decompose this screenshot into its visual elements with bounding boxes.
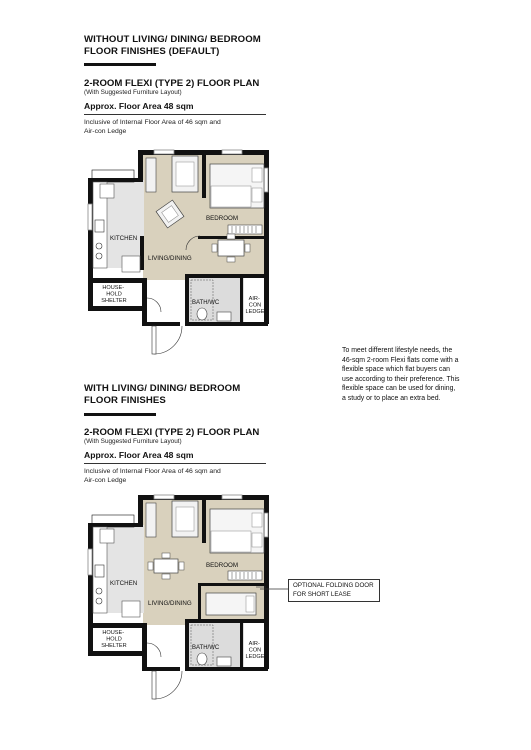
- fridge-icon: [122, 601, 140, 617]
- shelter-label: HOUSE- HOLD SHELTER: [101, 285, 127, 304]
- aircon-ledge-label: AIR- CON LEDGE: [245, 296, 265, 315]
- plan-1-subtitle: (With Suggested Furniture Layout): [84, 89, 182, 96]
- label-line: CON: [248, 302, 262, 309]
- plan-2-inclusive-note: Inclusive of Internal Floor Area of 46 sqm and Air-con Ledge: [84, 468, 221, 484]
- shelter-label: HOUSE- HOLD SHELTER: [101, 630, 127, 649]
- aircon-ledge-label: AIR- CON LEDGE: [245, 641, 265, 660]
- label-line: SHELTER: [101, 642, 127, 649]
- section-2-heading: WITH LIVING/ DINING/ BEDROOM FLOOR FINISHES: [84, 383, 241, 406]
- bath-wc-label: BATH/WC: [192, 300, 220, 306]
- floor-plan-1: [80, 148, 275, 358]
- bedroom-label: BEDROOM: [206, 562, 238, 569]
- label-line: CON: [248, 647, 262, 654]
- tv-console-icon: [146, 503, 156, 537]
- basin-icon: [217, 657, 231, 666]
- bedroom-label: BEDROOM: [206, 215, 238, 222]
- washer-icon: [100, 529, 114, 543]
- fridge-icon: [122, 256, 140, 272]
- section-1-heading-rule: [84, 63, 156, 66]
- floor-plan-2: [80, 493, 275, 703]
- sink-icon: [95, 565, 104, 577]
- label-line: HOLD: [106, 636, 122, 643]
- main-door-icon: [152, 326, 156, 354]
- plan-1-area: Approx. Floor Area 48 sqm: [84, 101, 194, 111]
- wardrobe-icon: [228, 571, 262, 580]
- main-door-icon: [152, 671, 156, 699]
- washer-icon: [100, 184, 114, 198]
- plan-1-title: 2-ROOM FLEXI (TYPE 2) FLOOR PLAN: [84, 78, 260, 89]
- label-line: LEDGE: [245, 308, 265, 315]
- basin-icon: [217, 312, 231, 321]
- flexi-space-description: To meet different lifestyle needs, the 46-sqm 2-room Flexi flats come with a flexible space which flat buyers can use according to their preference. This flexible space can be used for dining, a study or to place an extra bed.: [342, 347, 460, 402]
- living-dining-label: LIVING/DINING: [148, 255, 192, 262]
- wardrobe-icon: [228, 225, 262, 234]
- kitchen-label: KITCHEN: [110, 580, 138, 587]
- living-dining-label: LIVING/DINING: [148, 600, 192, 607]
- dining-table-icon: [154, 559, 178, 573]
- plan-2-area: Approx. Floor Area 48 sqm: [84, 450, 194, 460]
- dining-table-icon: [218, 240, 244, 256]
- section-2-heading-rule: [84, 413, 156, 416]
- sink-icon: [95, 220, 104, 232]
- label-line: LEDGE: [245, 653, 265, 660]
- toilet-icon: [197, 308, 207, 320]
- bath-wc-label: BATH/WC: [192, 645, 220, 651]
- kitchen-label: KITCHEN: [110, 235, 138, 242]
- label-line: SHELTER: [101, 297, 127, 304]
- plan-2-subtitle: (With Suggested Furniture Layout): [84, 438, 182, 445]
- folding-door-callout: OPTIONAL FOLDING DOOR FOR SHORT LEASE: [288, 579, 380, 602]
- plan-1-area-rule: [84, 114, 266, 115]
- tv-console-icon: [146, 158, 156, 192]
- toilet-icon: [197, 653, 207, 665]
- label-line: HOLD: [106, 291, 122, 298]
- plan-2-area-rule: [84, 463, 266, 464]
- section-1-heading: WITHOUT LIVING/ DINING/ BEDROOM FLOOR FINISHES (DEFAULT): [84, 34, 261, 57]
- plan-1-inclusive-note: Inclusive of Internal Floor Area of 46 sqm and Air-con Ledge: [84, 119, 221, 135]
- plan-2-title: 2-ROOM FLEXI (TYPE 2) FLOOR PLAN: [84, 427, 260, 438]
